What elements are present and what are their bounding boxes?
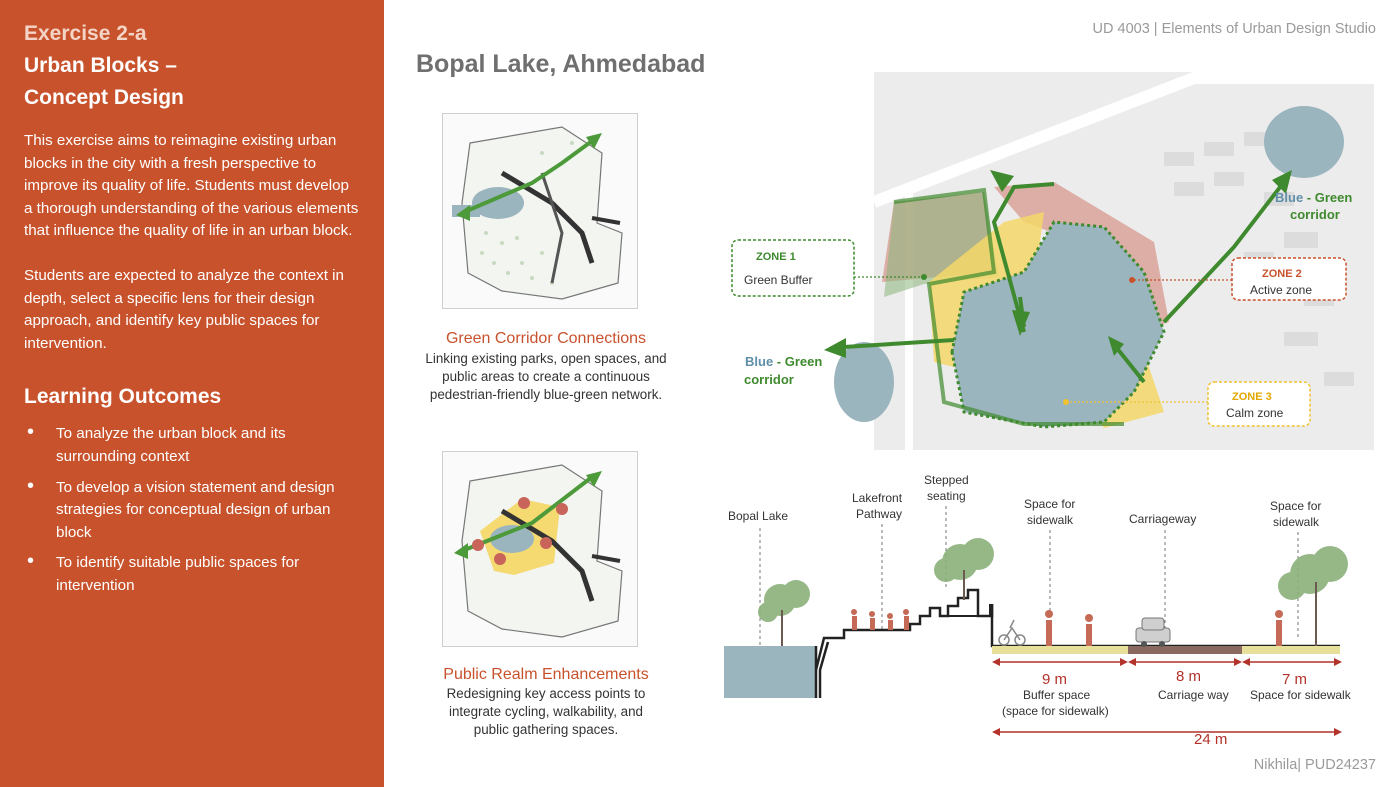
corridor-right-label: Blue - Green [1275, 190, 1353, 205]
zone3-title: ZONE 3 [1232, 391, 1272, 403]
zone1-title: ZONE 1 [756, 251, 796, 263]
section-label-path-2: Pathway [856, 507, 903, 521]
public-realm-diagram [442, 451, 638, 647]
diagram1-line3: pedestrian-friendly blue-green network. [429, 387, 663, 402]
dim-total: 24 m [1194, 731, 1228, 748]
diagram2-line1: Redesigning key access points to [446, 686, 646, 701]
section-label-sidewalk-right-1: Space for [1270, 499, 1322, 513]
corridor-left-label-line2: corridor [744, 372, 794, 387]
exercise-title-line1: Urban Blocks – [24, 54, 177, 77]
site-plan-map [724, 72, 1374, 452]
zone3-label: Calm zone [1226, 406, 1284, 420]
section-label-carriageway: Carriageway [1129, 512, 1197, 526]
zone1-label: Green Buffer [744, 273, 813, 287]
section-label-lake: Bopal Lake [728, 509, 789, 523]
diagram2-line2: integrate cycling, walkability, and [448, 704, 643, 719]
dim-buffer: 9 m [1042, 671, 1068, 688]
dim-sidewalk: 7 m [1282, 671, 1308, 688]
diagram2-line3: public gathering spaces. [473, 722, 619, 737]
dim-buffer-label: Buffer space [1023, 688, 1091, 702]
outcome-item: • To identify suitable public spaces for intervention [24, 552, 360, 597]
dim-carriage-label: Carriage way [1158, 688, 1229, 702]
section-label-steps-2: seating [927, 489, 966, 503]
exercise-label: Exercise 2-a [24, 22, 147, 45]
learning-outcomes-list [24, 423, 360, 597]
site-title: Bopal Lake, Ahmedabad [416, 50, 706, 78]
diagram1-line2: public areas to create a continuous [442, 369, 650, 384]
outcome-item: • To develop a vision statement and design strategies for conceptual design of urban block [24, 477, 360, 545]
author-label: Nikhila| PUD24237 [1253, 757, 1376, 773]
learning-outcomes-heading: Learning Outcomes [24, 385, 222, 409]
corridor-left-label: Blue - Green [745, 354, 823, 369]
corridor-right-label-line2: corridor [1290, 207, 1340, 222]
description-paragraph-1: This exercise aims to reimagine existing urban blocks in the city with a fresh perspective to improve its quality of life. Students must develop a thorough understanding of the various elements that influence the quality of life in an urban block. [24, 132, 359, 240]
diagram1-title: Green Corridor Connections [445, 330, 647, 347]
green-corridor-diagram [442, 113, 638, 309]
sidebar-panel [0, 0, 384, 787]
dim-sidewalk-label: Space for sidewalk [1250, 688, 1351, 702]
section-label-steps-1: Stepped [924, 473, 969, 487]
section-label-sidewalk-left-1: Space for [1024, 497, 1076, 511]
dim-buffer-sublabel: (space for sidewalk) [1002, 704, 1109, 718]
outcome-item: • To analyze the urban block and its surrounding context [24, 423, 360, 468]
street-section-diagram [720, 470, 1380, 755]
course-label: UD 4003 | Elements of Urban Design Studio [1092, 21, 1376, 37]
section-label-path-1: Lakefront [852, 491, 903, 505]
zone2-title: ZONE 2 [1262, 268, 1302, 280]
description-paragraph-2: Students are expected to analyze the context in depth, select a specific lens for their design approach, and identify key public spaces for intervention. [24, 266, 344, 352]
zone2-label: Active zone [1250, 283, 1313, 297]
section-label-sidewalk-right-2: sidewalk [1273, 515, 1320, 529]
section-label-sidewalk-left-2: sidewalk [1027, 513, 1074, 527]
dim-carriage: 8 m [1176, 668, 1202, 685]
diagram2-title: Public Realm Enhancements [443, 666, 649, 683]
diagram1-line1: Linking existing parks, open spaces, and [425, 351, 667, 366]
exercise-title-line2: Concept Design [24, 86, 184, 109]
